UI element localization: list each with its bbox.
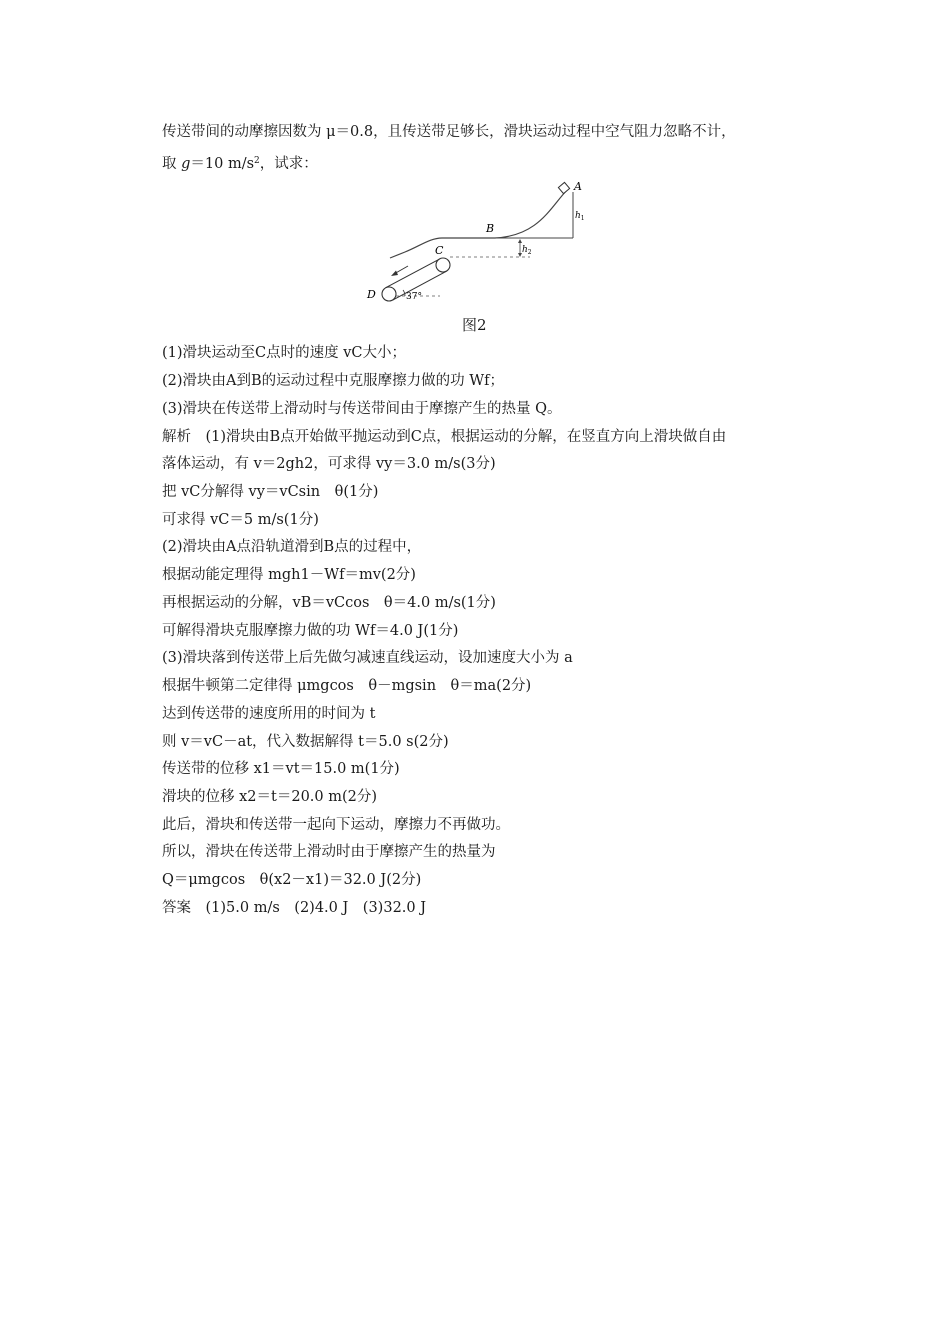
question-1: (1)滑块运动至C点时的速度 vC大小； <box>162 345 407 361</box>
intro-line-2-mid: ＝10 m/s <box>190 156 255 172</box>
solution-line-17: Q＝μmgcos θ(x2－x1)＝32.0 J(2分) <box>162 872 422 888</box>
solution-line-2: 落体运动，有 v＝2gh2，可求得 vy＝3.0 m/s(3分) <box>162 456 496 472</box>
intro-line-1: 传送带间的动摩擦因数为 μ＝0.8，且传送带足够长，滑块运动过程中空气阻力忽略不计， <box>162 124 736 140</box>
arrow-head-up <box>518 239 522 243</box>
label-angle: 37° <box>406 292 422 302</box>
solution-line-9: (3)滑块落到传送带上后先做匀减速直线运动，设加速度大小为 a <box>162 650 573 666</box>
label-a: A <box>574 180 582 193</box>
solution-line-11: 达到传送带的速度所用的时间为 t <box>162 706 376 722</box>
question-3: (3)滑块在传送带上滑动时与传送带间由于摩擦产生的热量 Q。 <box>162 401 562 417</box>
figure-caption: 图2 <box>462 316 487 334</box>
solution-line-14: 滑块的位移 x2＝t＝20.0 m(2分) <box>162 789 378 805</box>
solution-line-12: 则 v＝vC－at，代入数据解得 t＝5.0 s(2分) <box>162 734 449 750</box>
solution-line-16: 所以，滑块在传送带上滑动时由于摩擦产生的热量为 <box>162 844 496 860</box>
solution-line-6: 根据动能定理得 mgh1－Wf＝mv(2分) <box>162 567 416 583</box>
intro-line-2 <box>162 151 318 174</box>
solution-line-13: 传送带的位移 x1＝vt＝15.0 m(1分) <box>162 761 400 777</box>
solution-line-1: 解析 (1)滑块由B点开始做平抛运动到C点，根据运动的分解，在竖直方向上滑块做自由 <box>162 429 727 445</box>
motion-arrow-head <box>391 271 398 277</box>
question-2: (2)滑块由A到B的运动过程中克服摩擦力做的功 Wf； <box>162 373 505 389</box>
solution-line-5: (2)滑块由A点沿轨道滑到B点的过程中， <box>162 539 422 555</box>
intro-sup: 2 <box>254 156 260 166</box>
label-d: D <box>367 288 376 301</box>
intro-line-2-prefix: 取 <box>162 156 182 172</box>
label-h1: $h_1$ <box>575 211 585 222</box>
solution-line-7: 再根据运动的分解，vB＝vCcos θ＝4.0 m/s(1分) <box>162 595 496 611</box>
intro-g: g <box>181 156 191 172</box>
solution-line-8: 可解得滑块克服摩擦力做的功 Wf＝4.0 J(1分) <box>162 623 459 639</box>
answer-line: 答案 (1)5.0 m/s (2)4.0 J (3)32.0 J <box>162 900 427 916</box>
block-a <box>558 182 569 193</box>
solution-line-3: 把 vC分解得 vy＝vCsin θ(1分) <box>162 484 379 500</box>
label-c: C <box>435 244 444 257</box>
solution-line-4: 可求得 vC＝5 m/s(1分) <box>162 512 319 528</box>
physics-diagram <box>360 178 600 308</box>
solution-line-15: 此后，滑块和传送带一起向下运动，摩擦力不再做功。 <box>162 817 510 833</box>
label-h2: $h_2$ <box>522 245 532 256</box>
label-b: B <box>486 222 495 235</box>
intro-line-2-suffix: ，试求： <box>259 156 318 172</box>
angle-arc <box>403 290 405 296</box>
track-curve <box>390 190 567 258</box>
solution-line-10: 根据牛顿第二定律得 μmgcos θ－mgsin θ＝ma(2分) <box>162 678 532 694</box>
